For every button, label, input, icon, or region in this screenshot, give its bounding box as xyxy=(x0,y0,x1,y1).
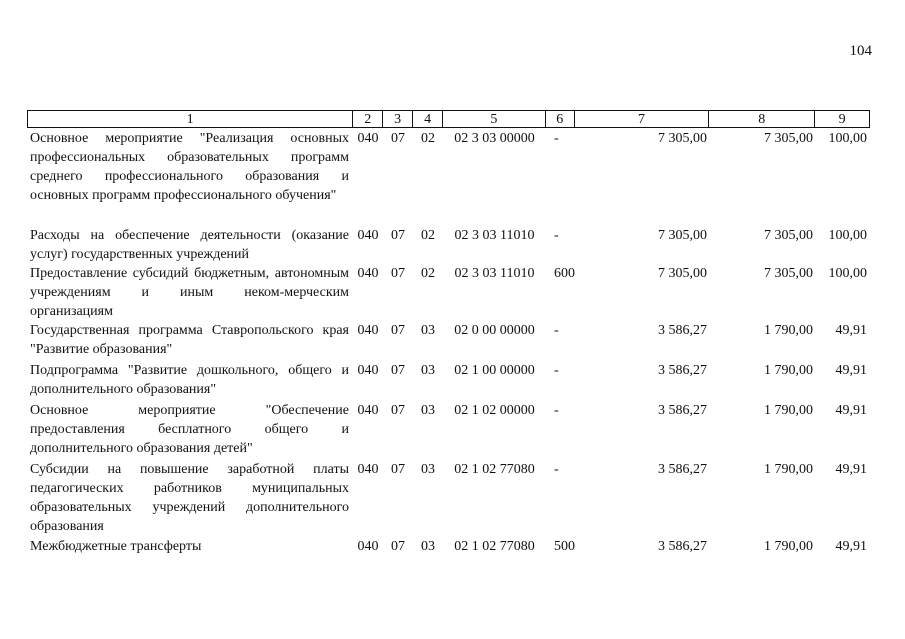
row-section-code: 07 xyxy=(391,363,405,378)
row-description: Предоставление субсидий бюджетным, автономным учреждениям и иным неком-мерческим организациям xyxy=(30,266,349,319)
row-subsection-code: 03 xyxy=(421,462,435,477)
row-col-8-amount: 1 790,00 xyxy=(764,539,813,554)
row-col-8-amount: 7 305,00 xyxy=(764,228,813,243)
row-subsection-code: 03 xyxy=(421,403,435,418)
row-col-8-amount: 7 305,00 xyxy=(764,266,813,281)
row-expense-type: - xyxy=(554,403,559,418)
row-ministry-code: 040 xyxy=(357,131,379,146)
row-col-7-amount: 3 586,27 xyxy=(658,363,707,378)
row-col-7-amount: 3 586,27 xyxy=(658,323,707,338)
row-expense-type: - xyxy=(554,363,559,378)
row-description: Межбюджетные трансферты xyxy=(30,539,202,554)
row-target-article: 02 1 02 00000 xyxy=(454,403,535,418)
row-expense-type: 600 xyxy=(554,266,575,281)
header-col-9: 9 xyxy=(838,112,846,127)
row-target-article: 02 3 03 11010 xyxy=(454,228,535,243)
row-subsection-code: 03 xyxy=(421,363,435,378)
row-subsection-code: 02 xyxy=(421,131,435,146)
row-col-9-percent: 49,91 xyxy=(835,539,867,554)
table-row xyxy=(27,321,870,361)
row-ministry-code: 040 xyxy=(357,266,379,281)
header-col-8: 8 xyxy=(709,111,815,127)
row-col-9-percent: 49,91 xyxy=(835,323,867,338)
row-col-9-percent: 49,91 xyxy=(835,403,867,418)
row-description: Субсидии на повышение заработной платы педагогических работников муниципальных образовательных учреждений дополнительного образования xyxy=(30,462,349,534)
table-row xyxy=(27,361,870,401)
row-col-7-amount: 7 305,00 xyxy=(658,266,707,281)
row-subsection-code: 02 xyxy=(421,266,435,281)
row-col-8-amount: 7 305,00 xyxy=(764,131,813,146)
row-target-article: 02 1 02 77080 xyxy=(454,539,535,554)
header-col-3: 3 xyxy=(383,111,413,127)
row-section-code: 07 xyxy=(391,323,405,338)
row-section-code: 07 xyxy=(391,266,405,281)
row-description: Расходы на обеспечение деятельности (оказание услуг) государственных учреждений xyxy=(30,228,349,262)
table-row xyxy=(27,264,870,321)
row-description: Подпрограмма "Развитие дошкольного, общего и дополнительного образования" xyxy=(30,363,349,397)
row-col-8-amount: 1 790,00 xyxy=(764,403,813,418)
row-section-code: 07 xyxy=(391,462,405,477)
header-col-1: 1 xyxy=(28,111,353,127)
table-row xyxy=(27,460,870,537)
row-col-7-amount: 7 305,00 xyxy=(658,228,707,243)
row-col-8-amount: 1 790,00 xyxy=(764,323,813,338)
row-expense-type: - xyxy=(554,228,559,243)
row-col-9-percent: 49,91 xyxy=(835,462,867,477)
row-subsection-code: 02 xyxy=(421,228,435,243)
row-target-article: 02 3 03 11010 xyxy=(454,266,535,281)
header-col-5: 5 xyxy=(443,111,546,127)
row-section-code: 07 xyxy=(391,228,405,243)
page-number: 104 xyxy=(849,43,872,59)
row-ministry-code: 040 xyxy=(357,323,379,338)
header-col-6: 6 xyxy=(546,111,575,127)
row-target-article: 02 3 03 00000 xyxy=(454,131,535,146)
row-col-7-amount: 3 586,27 xyxy=(658,403,707,418)
row-col-8-amount: 1 790,00 xyxy=(764,462,813,477)
row-col-9-percent: 100,00 xyxy=(828,266,867,281)
row-target-article: 02 1 00 00000 xyxy=(454,363,535,378)
row-col-9-percent: 100,00 xyxy=(828,228,867,243)
row-ministry-code: 040 xyxy=(357,539,379,554)
row-expense-type: - xyxy=(554,462,559,477)
row-expense-type: - xyxy=(554,131,559,146)
row-col-7-amount: 3 586,27 xyxy=(658,539,707,554)
row-description: Основное мероприятие "Обеспечение предоставления бесплатного общего и дополнительного образования детей" xyxy=(30,403,349,456)
row-col-7-amount: 3 586,27 xyxy=(658,462,707,477)
row-ministry-code: 040 xyxy=(357,403,379,418)
row-description: Государственная программа Ставропольского края "Развитие образования" xyxy=(30,323,349,357)
row-expense-type: - xyxy=(554,323,559,338)
row-section-code: 07 xyxy=(391,403,405,418)
row-target-article: 02 0 00 00000 xyxy=(454,323,535,338)
header-col-7: 7 xyxy=(575,111,710,127)
row-ministry-code: 040 xyxy=(357,228,379,243)
row-expense-type: 500 xyxy=(554,539,575,554)
table-row xyxy=(27,537,870,561)
row-description: Основное мероприятие "Реализация основных профессиональных образовательных программ среднего профессионального образования и основных программ профессионального обучения" xyxy=(30,131,349,203)
row-section-code: 07 xyxy=(391,539,405,554)
header-col-2: 2 xyxy=(353,111,383,127)
table-header-row xyxy=(27,110,870,128)
row-target-article: 02 1 02 77080 xyxy=(454,462,535,477)
table-row xyxy=(27,129,870,226)
row-col-9-percent: 49,91 xyxy=(835,363,867,378)
row-col-9-percent: 100,00 xyxy=(828,131,867,146)
table-row xyxy=(27,226,870,264)
row-subsection-code: 03 xyxy=(421,539,435,554)
row-col-7-amount: 7 305,00 xyxy=(658,131,707,146)
row-ministry-code: 040 xyxy=(357,363,379,378)
row-col-8-amount: 1 790,00 xyxy=(764,363,813,378)
table-row xyxy=(27,401,870,460)
row-subsection-code: 03 xyxy=(421,323,435,338)
row-ministry-code: 040 xyxy=(357,462,379,477)
table-body xyxy=(27,129,870,561)
header-col-4: 4 xyxy=(413,111,443,127)
row-section-code: 07 xyxy=(391,131,405,146)
